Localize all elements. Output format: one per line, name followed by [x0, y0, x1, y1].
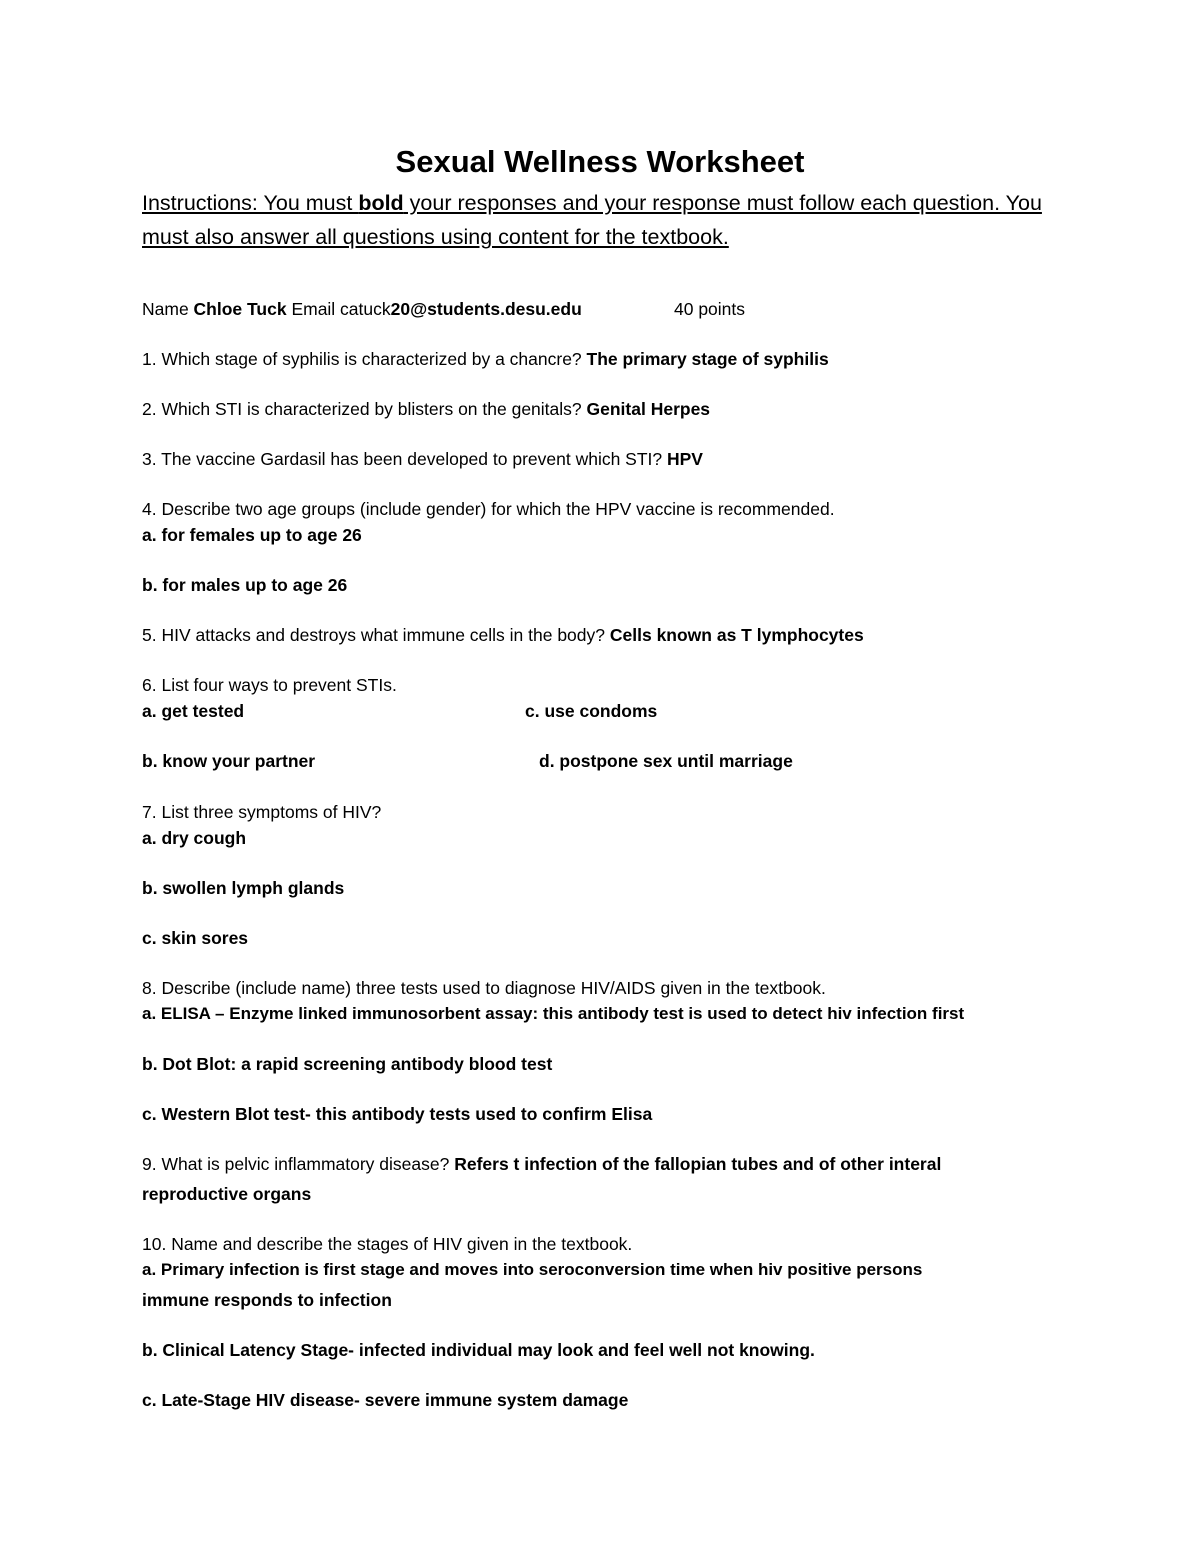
header-line [142, 297, 582, 321]
answer-9-line-2: reproductive organs [142, 1184, 312, 1204]
question-9 [142, 1152, 941, 1176]
answer-8b: b. Dot Blot: a rapid screening antibody blood test [142, 1054, 553, 1074]
answer-10a-line-2: immune responds to infection [142, 1290, 392, 1310]
question-5-text: 5. HIV attacks and destroys what immune cells in the body? [142, 625, 610, 645]
question-4-text: 4. Describe two age groups (include gender) for which the HPV vaccine is recommended. [142, 499, 835, 519]
question-10-text: 10. Name and describe the stages of HIV given in the textbook. [142, 1234, 633, 1254]
answer-5: Cells known as T lymphocytes [609, 625, 864, 645]
question-1 [142, 347, 829, 371]
question-9-text: 9. What is pelvic inflammatory disease? [142, 1154, 455, 1174]
answer-1: The primary stage of syphilis [586, 349, 829, 369]
page-title: Sexual Wellness Worksheet [395, 144, 805, 179]
question-2 [142, 397, 710, 421]
instructions-text-2: your responses and your response must follow each question. You must also answer all questions using content for the textbook. [142, 191, 1042, 249]
answer-4a: a. for females up to age 26 [142, 525, 362, 545]
answer-3: HPV [667, 449, 703, 469]
email-label: Email catuck [286, 299, 391, 319]
answer-6a: a. get tested [142, 701, 245, 721]
answer-4b: b. for males up to age 26 [142, 575, 348, 595]
question-2-text: 2. Which STI is characterized by blisters on the genitals? [142, 399, 587, 419]
answer-6c: c. use condoms [525, 701, 658, 721]
answer-7a: a. dry cough [142, 828, 247, 848]
answer-8c: c. Western Blot test- this antibody tests used to confirm Elisa [142, 1104, 653, 1124]
name-label: Name [142, 299, 194, 319]
instructions-text-1: Instructions: You must [142, 191, 359, 215]
answer-10a-line-1: a. Primary infection is first stage and moves into seroconversion time when hiv positive persons [142, 1260, 923, 1279]
answer-7c: c. skin sores [142, 928, 249, 948]
student-email: 20@students.desu.edu [390, 299, 582, 319]
instructions-bold-word: bold [358, 191, 404, 215]
answer-6b: b. know your partner [142, 751, 316, 771]
points-label: 40 points [674, 299, 746, 319]
answer-9-line-1: Refers t infection of the fallopian tubes and of other interal [454, 1154, 942, 1174]
answer-6d: d. postpone sex until marriage [539, 751, 793, 771]
answer-8a: a. ELISA – Enzyme linked immunosorbent assay: this antibody test is used to detect hiv infection first [142, 1004, 965, 1023]
question-3 [142, 447, 703, 471]
answer-2: Genital Herpes [586, 399, 711, 419]
answer-7b: b. swollen lymph glands [142, 878, 345, 898]
question-1-text: 1. Which stage of syphilis is characterized by a chancre? [142, 349, 587, 369]
question-3-text: 3. The vaccine Gardasil has been developed to prevent which STI? [142, 449, 667, 469]
instructions [142, 186, 1052, 254]
question-8-text: 8. Describe (include name) three tests used to diagnose HIV/AIDS given in the textbook. [142, 978, 826, 998]
answer-10b: b. Clinical Latency Stage- infected individual may look and feel well not knowing. [142, 1340, 815, 1360]
question-5 [142, 623, 864, 647]
answer-10c: c. Late-Stage HIV disease- severe immune system damage [142, 1390, 629, 1410]
question-6-text: 6. List four ways to prevent STIs. [142, 675, 397, 695]
question-7-text: 7. List three symptoms of HIV? [142, 802, 382, 822]
student-name: Chloe Tuck [193, 299, 287, 319]
